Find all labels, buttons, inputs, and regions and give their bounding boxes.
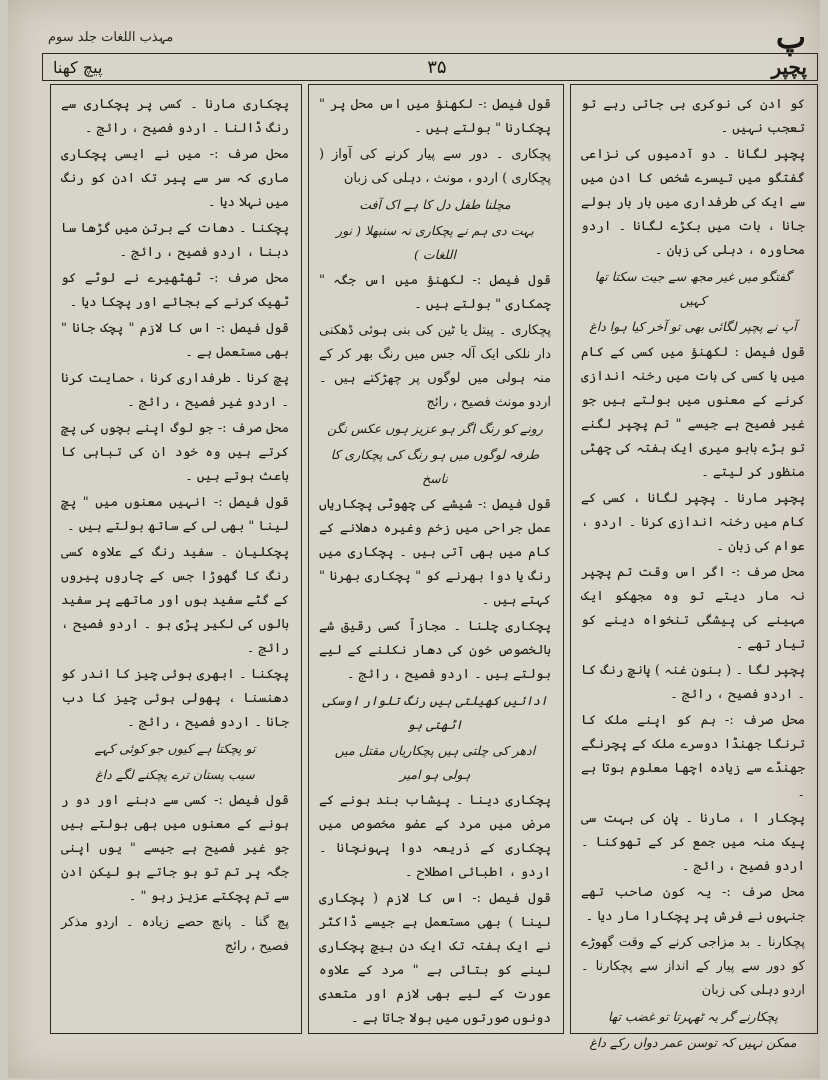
header-first-keyword: پچپر — [771, 55, 807, 79]
entry-paragraph: پچکاری دینا ۔ پیشاب بند ہونے کے مرض میں مرد کے عضو مخصوص میں پچکاری کے ذریعہ دوا پہونچانا ۔ اردو ، اطبائی اصطلاح ۔ — [319, 793, 551, 880]
entry-paragraph: پچ گنا ۔ پانچ حصے زیادہ ۔ اردو مذکر فصیح ، رائج — [61, 915, 289, 954]
entry-paragraph: پچکنا ۔ دھات کے برتن میں گڑھا سا دبنا ، اردو فصیح ، رائج ۔ — [61, 221, 289, 260]
entry-paragraph: پچپر لگا ۔ ( بنون غنہ ) پانچ رنگ کا ۔ اردو فصیح ، رائج ۔ — [581, 663, 805, 702]
column-right — [570, 84, 818, 1050]
entry-paragraph: محل صرف :- جو لوگ اپنے بچوں کی پچ کرتے ہیں وہ خود ان کی تباہی کا باعث ہوتے ہیں ۔ — [61, 421, 289, 484]
verse-line: ادائیں کھیلتی ہیں رنگ تلوار اوسکی اٹھتی ہو — [322, 693, 548, 732]
entry-paragraph: قول فیصل :- کسی سے دبنے اور دو ر ہونے کے معنوں میں بھی بولتے ہیں جو غیر فصیح ہے جیسے " یوں اپنی جگہ پر تم تو ہو جاتے ہو لیکن ادن سے تم پچکتے عزیز رہو " ۔ — [61, 793, 289, 904]
entry-paragraph: قول فیصل :- اس کا لازم " پچک جانا " بھی مستعمل ہے ۔ — [61, 321, 289, 360]
entry-paragraph: محل صرف :- ہم کو اپنے ملک کا ترنگا جھنڈا دوسرے ملک کے پچرنگے جھنڈے سے زیادہ اچھا معلوم ہوتا ہے ۔ — [581, 713, 805, 800]
entry-paragraph: قول فیصل :- شیشے کی چھوٹی پچکاریاں عمل جراحی میں زخم وغیرہ دھلانے کے کام میں بھی آتی ہیں ۔ پچکاری میں رنگ یا دوا بھرنے کو " پچکاری بھرنا " کہتے ہیں ۔ — [319, 497, 551, 608]
entry-paragraph: پچکاری ۔ دور سے پیار کرنے کی آواز ( پچکاری ) اردو ، مونث ، دہلی کی زبان — [319, 147, 551, 186]
entry-paragraph: پچکار ا ، مارنا ۔ پان کی بہت سی پیک منہ میں جمع کر کے تھوکنا ۔ اردو فصیح ، رائج ۔ — [581, 811, 805, 874]
entry-paragraph: پچپر لگانا ۔ دو آدمیوں کی نزاعی گفتگو میں تیسرے شخص کا ادن میں سے ایک کی طرفداری میں بار بار بولے جانا ، بات میں بکڑے لگانا ۔ اردو محاورہ ، دہلی کی زبان ۔ — [581, 147, 805, 258]
entry-paragraph: قول فیصل :- لکھنؤ میں اس جگہ " چمکاری " بولتے ہیں ۔ — [319, 273, 551, 312]
verse-line: ممکن نہیں کہ توسن عمر دواں رکے داغ — [589, 1035, 797, 1050]
entry-paragraph: کو ادن کی نوکری ہی جاتی رہے تو تعجب نہیں ۔ — [581, 97, 805, 136]
entry-paragraph: قول فیصل : لکھنؤ میں کسی کے کام میں یا کسی کی بات میں رخنہ اندازی کرنے کے معنوں میں بولتے ہیں جو غیر فصیح ہے جیسے " تم پچپر لگنے تو بڑے بابو میری ایک ہفتہ کی چھٹی منظور کر لیتے ۔ — [581, 345, 805, 480]
column-left — [50, 84, 302, 1034]
columns-frame — [42, 84, 818, 1050]
entry-paragraph: قول فیصل :- انہیں معنوں میں " پچ لینا " بھی لی کے ساتھ بولتے ہیں ۔ — [61, 495, 289, 534]
verse-line: سیب پستان ترے پچکنے لگے داغ — [95, 767, 255, 782]
verse-line: رونے کو رنگ اگر ہو عزیز ہوں عکس نگن — [327, 421, 543, 436]
book-page — [8, 0, 820, 1078]
entry-paragraph: پچپر مارنا ۔ پچپر لگانا ، کسی کے کام میں رخنہ اندازی کرنا ۔ اردو ، عوام کی زبان ۔ — [581, 491, 805, 554]
entry-paragraph: قول فیصل :- لکھنؤ میں اس محل پر " پچکارنا " بولتے ہیں ۔ — [319, 97, 551, 136]
section-letter: پ — [775, 18, 806, 56]
header-last-keyword: پیچ کھنا — [53, 57, 103, 77]
verse-line: طرفہ لوگوں میں ہو رنگ کی پچکاری کا ناسخ — [330, 447, 540, 486]
entry-paragraph: قول فیصل :- اس کا لازم ( پچکاری لینا ) بھی مستعمل ہے جیسے ڈاکٹر نے ایک ہفتہ تک ایک دن بیچ پچکاری لینے کو بتائی ہے " مرد کے علاوہ عورت کے لیے بھی لازم اور متعدی دونوں صورتوں میں بولا جاتا ہے ۔ — [319, 891, 551, 1026]
entry-paragraph: پچکلیان ۔ سفید رنگ کے علاوہ کسی رنگ کا گھوڑا جس کے چاروں پیروں کے گٹے سفید ہوں اور ماتھے پر سفید بالوں کی لکیر پڑی ہو ۔ اردو فصیح ، رائج ۔ — [61, 545, 289, 656]
page-header — [42, 53, 818, 81]
entry-paragraph: پچکاری چلنا ۔ مجازاً کسی رقیق شے بالخصوص خون کی دھار نکلنے کے لیے بولتے ہیں ۔ اردو فصیح ، رائج ۔ — [319, 619, 551, 682]
verse-line: بہت دی ہم نے پچکاری نہ سنبھلا ( نور اللغات ) — [336, 223, 534, 262]
entry-paragraph: پچکاری ۔ پیتل یا ٹین کی بنی ہوئی ڈھکنی دار نلکی ایک آلہ جس میں رنگ بھر کر کے منہ ہولی میں لوگوں پر چھڑکتے ہیں ۔ اردو مونث فصیح ، رائج — [319, 323, 551, 410]
entry-paragraph: پچکارنا ۔ بد مزاجی کرنے کے وقت گھوڑے کو دور سے پیار کے انداز سے پچکارنا ۔ اردو دہلی کی زبان — [581, 935, 805, 998]
verse-line: مچلنا طفل دل کا ہے اک آفت — [359, 197, 511, 212]
verse-line: آپ نے پچپر لگائی بھی تو آخر کیا ہوا داغ — [589, 319, 797, 334]
entry-paragraph: پچ کرنا ۔ طرفداری کرنا ، حمایت کرنا ۔ اردو غیر فصیح ، رائج ۔ — [61, 371, 289, 410]
entry-paragraph: محل صرف :- یہ کون صاحب تھے جنہوں نے فرش پر پچکارا مار دیا ۔ — [581, 885, 805, 924]
entry-paragraph: محل صرف :- اگر اس وقت تم پچپر نہ مار دیتے تو وہ مجھکو ایک مہینے کی پیشگی تنخواہ دینے کو تیار تھے ۔ — [581, 565, 805, 652]
verse-line: ادھر کی چلتی ہیں پچکاریاں مقتل میں ہولی ہو امیر — [334, 743, 536, 782]
column-middle — [308, 84, 564, 1034]
page-number: ۳۵ — [427, 56, 447, 78]
entry-paragraph: پچکنا ۔ ابھری ہوئی چیز کا اندر کو دھنسنا ، پھولی ہوئی چیز کا دب جانا ۔ اردو فصیح ، رائج ۔ — [61, 667, 289, 730]
verse-line: تو پچکتا ہے کیوں جو کوئی کہے — [94, 741, 256, 756]
book-title: مہذب اللغات جلد سوم — [48, 30, 174, 45]
entry-paragraph: محل صرف :- ٹھٹھیرے نے لوٹے کو ٹھیک کرنے کے بجائے اور پچکا دیا ۔ — [61, 271, 289, 310]
verse-line: پچکارنے گر یہ ٹھہرتا تو غضب تھا — [608, 1009, 778, 1024]
verse-line: گفتگو میں غیر مجھ سے جیت سکتا تھا کہیں — [594, 269, 792, 308]
entry-paragraph: محل صرف :- میں نے ایسی پچکاری ماری کہ سر سے پیر تک ادن کو رنگ میں نہلا دیا ۔ — [61, 147, 289, 210]
entry-paragraph: پچکاری مارنا ۔ کسی پر پچکاری سے رنگ ڈالنا ۔ اردو فصیح ، رائج ۔ — [61, 97, 289, 136]
